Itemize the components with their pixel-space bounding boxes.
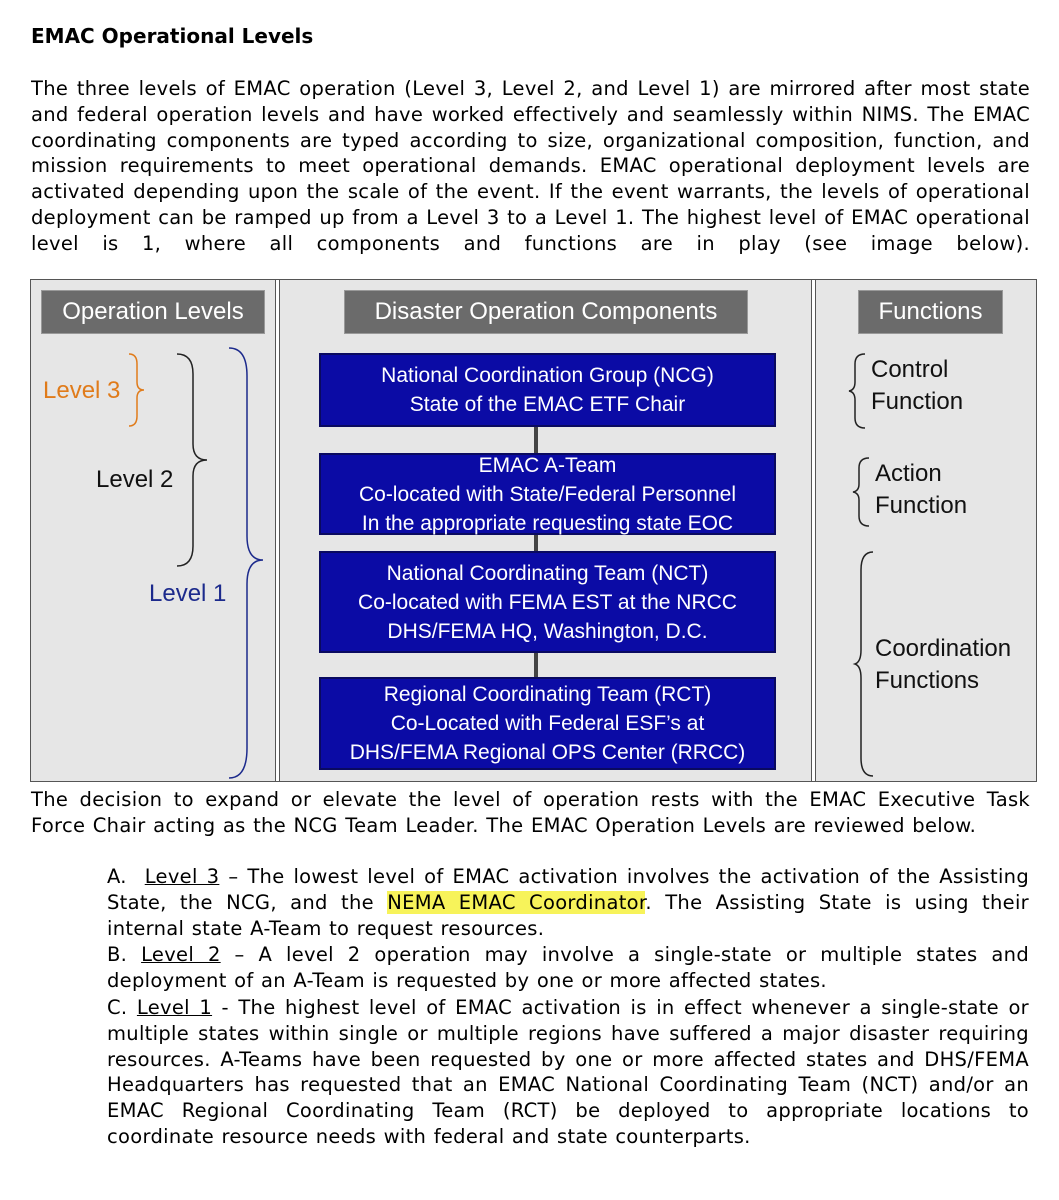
list-item: A. Level 3 – The lowest level of EMAC activation involves the activation of the Assisting State, the NCG, and the NEMA EMAC Coordinator. The Assisting State is using their internal state A-Team to request resources.	[107, 865, 1029, 940]
level-3-brace	[127, 352, 147, 428]
level-1-term: Level 1	[136, 995, 213, 1019]
header-operation-levels: Operation Levels	[41, 290, 265, 334]
action-brace	[851, 456, 871, 528]
column-separator	[811, 280, 816, 781]
control-brace	[847, 352, 867, 430]
level-2-brace	[175, 352, 211, 568]
decision-paragraph: The decision to expand or elevate the level of operation rests with the EMAC Executive Task Force Chair acting as the NCG Team Leader. The EMAC Operation Levels are reviewed below.	[31, 788, 1030, 837]
connector-line	[534, 652, 538, 678]
component-a-team: EMAC A-Team Co-located with State/Federal Personnel In the appropriate requesting state EOC	[319, 453, 776, 535]
level-1-label: Level 1	[149, 580, 227, 607]
level-3-label: Level 3	[43, 377, 121, 404]
coordination-functions-label: Coordination Functions	[875, 635, 1012, 694]
level-2-label: Level 2	[96, 466, 174, 493]
list-item: B. Level 2 – A level 2 operation may involve a single-state or multiple states and deployment of an A-Team is requested by one or more affected states.	[107, 943, 1029, 993]
list-item: C. Level 1 - The highest level of EMAC activation is in effect whenever a single-state or multiple states within single or multiple regions have suffered a major disaster requiring resources. A-Teams have been requested by one or more affected states and DHS/FEMA Headquarters has requested that an EMAC National Coordinating Team (NCT) and/or an EMAC Regional Coordinating Team (RCT) be deployed to appropriate locations to coordinate resource needs with federal and state counterparts.	[107, 995, 1029, 1148]
component-ncg: National Coordination Group (NCG) State of the EMAC ETF Chair	[319, 353, 776, 427]
page-title: EMAC Operational Levels	[31, 24, 314, 48]
level-3-term: Level 3	[144, 865, 220, 888]
level-1-brace	[227, 346, 267, 780]
level-list	[107, 864, 1029, 1151]
intro-paragraph: The three levels of EMAC operation (Level 3, Level 2, and Level 1) are mirrored after most state and federal operation levels and have worked effectively and seamlessly within NIMS. The EMAC coordinating components are typed according to size, organizational composition, function, and mission requirements to meet operational demands. EMAC operational deployment levels are activated depending upon the scale of the event. If the event warrants, the levels of operational deployment can be ramped up from a Level 3 to a Level 1. The highest level of EMAC operational level is 1, where all components and functions are in play (see image below).	[31, 77, 1030, 255]
column-separator	[275, 280, 280, 781]
header-functions: Functions	[858, 290, 1003, 334]
operation-levels-figure	[30, 279, 1037, 782]
coordination-brace	[853, 550, 875, 778]
level-2-term: Level 2	[141, 943, 221, 967]
header-components: Disaster Operation Components	[344, 290, 748, 334]
action-function-label: Action Function	[875, 460, 968, 519]
highlighted-text: NEMA EMAC Coordinator	[387, 890, 646, 914]
component-rct: Regional Coordinating Team (RCT) Co-Located with Federal ESF’s at DHS/FEMA Regional OPS Center (RRCC)	[319, 677, 776, 770]
component-nct: National Coordinating Team (NCT) Co-located with FEMA EST at the NRCC DHS/FEMA HQ, Washington, D.C.	[319, 551, 776, 653]
control-function-label: Control Function	[871, 356, 964, 415]
